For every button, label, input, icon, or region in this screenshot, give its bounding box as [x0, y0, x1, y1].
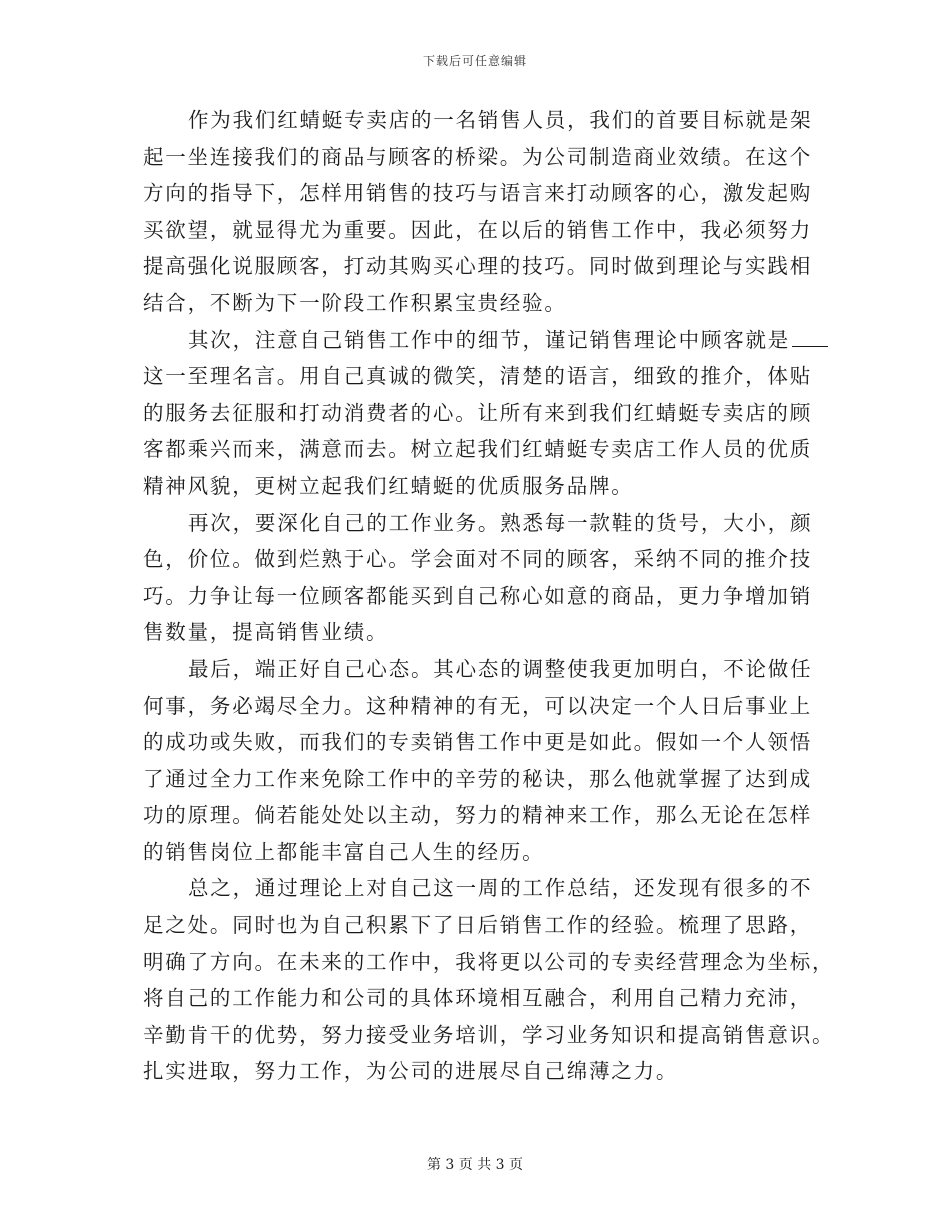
page-header-note: 下载后可任意编辑 [422, 54, 527, 68]
paragraph-line: 起一坐连接我们的商品与顾客的桥梁。为公司制造商业效绩。在这个 [143, 144, 812, 169]
paragraph-line: 的成功或失败，而我们的专卖销售工作中更是如此。假如一个人领悟 [143, 730, 812, 755]
paragraph-3 [143, 505, 811, 651]
paragraph-2 [143, 322, 811, 505]
paragraph-line: 这一至理名言。用自己真诚的微笑，清楚的语言，细致的推介，体贴 [143, 364, 812, 389]
paragraph-line: 方向的指导下，怎样用销售的技巧与语言来打动顾客的心，激发起购 [143, 181, 812, 206]
paragraph-line-with-blank [143, 322, 811, 359]
paragraph-line: 再次，要深化自己的工作业务。熟悉每一款鞋的货号，大小，颜 [188, 510, 813, 535]
paragraph-line: 功的原理。倘若能处处以主动，努力的精神来工作，那么无论在怎样 [143, 803, 812, 828]
paragraph-line: 扎实进取，努力工作，为公司的进展尽自己绵薄之力。 [143, 1059, 679, 1084]
paragraph-line: 何事，务必竭尽全力。这种精神的有无，可以决定一个人日后事业上 [143, 693, 812, 718]
paragraph-line: 客都乘兴而来，满意而去。树立起我们红蜻蜓专卖店工作人员的优质 [143, 437, 812, 462]
paragraph-line-text: 其次，注意自己销售工作中的细节，谨记销售理论中顾客就是 [188, 327, 791, 352]
paragraph-line: 售数量，提高销售业绩。 [143, 620, 389, 645]
paragraph-line: 明确了方向。在未来的工作中，我将更以公司的专卖经营理念为坐标， [143, 949, 835, 974]
paragraph-line: 足之处。同时也为自己积累下了日后销售工作的经验。梳理了思路， [143, 913, 812, 938]
paragraph-line: 总之，通过理论上对自己这一周的工作总结，还发现有很多的不 [188, 876, 813, 901]
paragraph-line: 提高强化说服顾客，打动其购买心理的技巧。同时做到理论与实践相 [143, 254, 812, 279]
paragraph-4 [143, 651, 811, 871]
paragraph-line: 巧。力争让每一位顾客都能买到自己称心如意的商品，更力争增加销 [143, 583, 812, 608]
paragraph-line: 买欲望，就显得尤为重要。因此，在以后的销售工作中，我必须努力 [143, 217, 812, 242]
fill-in-blank [792, 324, 828, 347]
paragraph-line: 精神风貌，更树立起我们红蜻蜓的优质服务品牌。 [143, 473, 634, 498]
paragraph-line: 辛勤肯干的优势，努力接受业务培训，学习业务知识和提高销售意识。 [143, 1022, 835, 1047]
paragraph-line: 了通过全力工作来免除工作中的辛劳的秘诀，那么他就掌握了达到成 [143, 766, 812, 791]
page-number: 第 3 页 共 3 页 [426, 1157, 524, 1173]
paragraph-line: 结合，不断为下一阶段工作积累宝贵经验。 [143, 290, 567, 315]
paragraph-line: 作为我们红蜻蜓专卖店的一名销售人员，我们的首要目标就是架 [188, 108, 813, 132]
paragraph-5 [143, 870, 835, 1090]
paragraph-line: 的服务去征服和打动消费者的心。让所有来到我们红蜻蜓专卖店的顾 [143, 400, 812, 425]
paragraph-line: 的销售岗位上都能丰富自己人生的经历。 [143, 839, 545, 864]
paragraph-line: 色，价位。做到烂熟于心。学会面对不同的顾客，采纳不同的推介技 [143, 547, 812, 572]
paragraph-1 [143, 102, 811, 322]
paragraph-line: 将自己的工作能力和公司的具体环境相互融合，利用自己精力充沛， [143, 986, 812, 1011]
paragraph-line: 最后，端正好自己心态。其心态的调整使我更加明白，不论做任 [188, 656, 813, 681]
document-body [143, 102, 835, 1090]
